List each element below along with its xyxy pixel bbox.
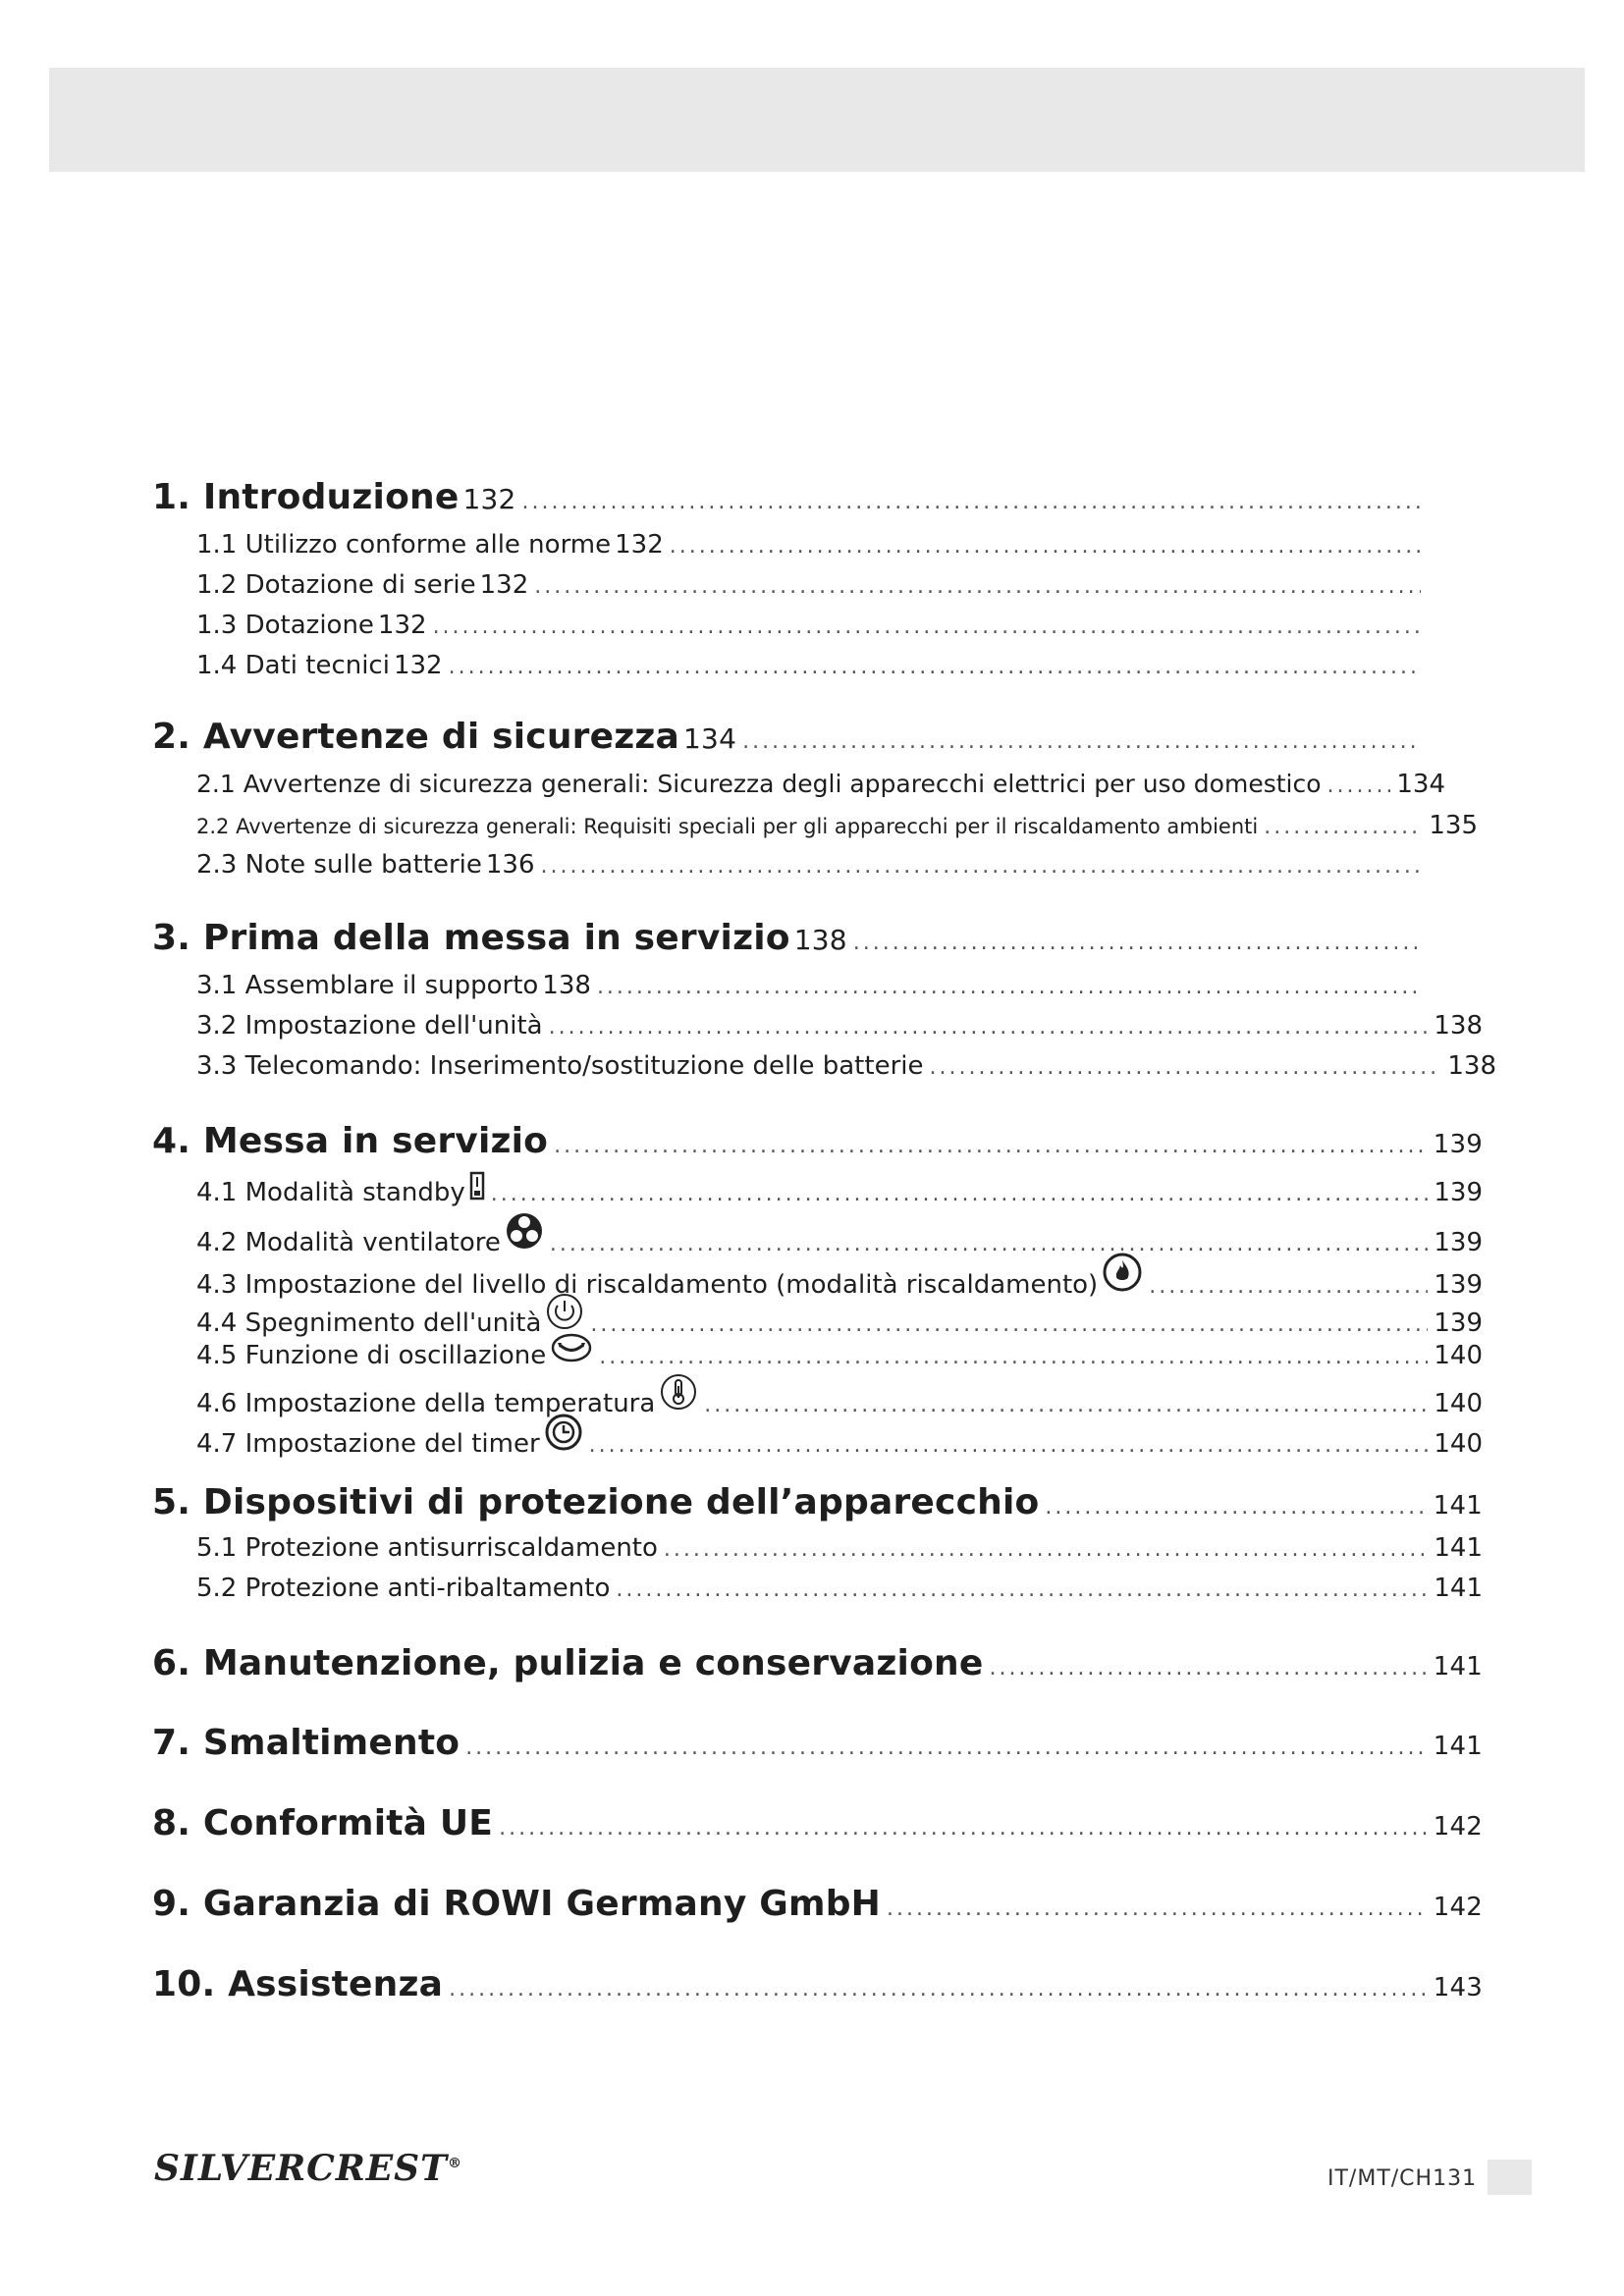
- toc-page-number: 138: [542, 971, 591, 1000]
- toc-item-title: 1.2 Dotazione di serie: [196, 570, 476, 600]
- toc-item-title: 3.3 Telecomando: Inserimento/sostituzione delle batterie: [196, 1051, 924, 1081]
- toc-section-7[interactable]: [152, 1723, 1483, 1763]
- toc-page-number: 132: [377, 611, 427, 640]
- leader-dots: [433, 614, 1421, 639]
- toc-item-4-5[interactable]: [196, 1332, 1483, 1370]
- leader-dots: [491, 1182, 1429, 1206]
- toc-section-title: 4. Messa in servizio: [152, 1121, 549, 1161]
- toc-section-1[interactable]: [152, 477, 1421, 517]
- leader-dots: [589, 1433, 1429, 1458]
- leader-dots: [534, 574, 1421, 599]
- toc-item-2-1[interactable]: [196, 770, 1445, 799]
- toc-page-number: 141: [1434, 1533, 1483, 1563]
- toc-page-number: 132: [615, 530, 664, 560]
- toc-page-number: 141: [1434, 1574, 1483, 1603]
- leader-dots: [599, 1345, 1428, 1369]
- leader-dots: [742, 729, 1421, 754]
- toc-section-title: 1. Introduzione: [152, 477, 460, 517]
- toc-item-1-3[interactable]: [196, 611, 1421, 640]
- toc-item-title: 2.1 Avvertenze di sicurezza generali: Sicurezza degli apparecchi elettrici per uso domestico: [196, 770, 1322, 798]
- leader-dots: [1264, 815, 1423, 839]
- toc-page-number: 142: [1433, 1812, 1483, 1842]
- leader-dots: [670, 534, 1421, 559]
- toc-section-title: 3. Prima della messa in servizio: [152, 918, 790, 958]
- toc-page-number: 138: [1434, 1011, 1483, 1041]
- toc-section-5[interactable]: [152, 1482, 1483, 1522]
- fan-icon: [505, 1211, 544, 1257]
- toc-section-title: 8. Conformità UE: [152, 1803, 494, 1843]
- power-icon: [545, 1292, 584, 1338]
- toc-page-number: 132: [462, 483, 516, 515]
- leader-dots: [554, 1134, 1428, 1158]
- toc-section-3[interactable]: [152, 918, 1421, 958]
- leader-dots: [549, 1015, 1429, 1040]
- toc-item-title: 3.1 Assemblare il supporto: [196, 971, 539, 1000]
- toc-page-number: 139: [1434, 1308, 1483, 1338]
- toc-item-title: 3.2 Impostazione dell'unità: [196, 1011, 543, 1041]
- toc-page-number: 141: [1433, 1652, 1483, 1682]
- standby-icon: [469, 1171, 485, 1207]
- toc-item-3-3[interactable]: [196, 1051, 1496, 1081]
- toc-page-number: 132: [479, 570, 529, 600]
- toc-item-title: 1.1 Utilizzo conforme alle norme: [196, 530, 612, 560]
- toc-section-6[interactable]: [152, 1643, 1483, 1683]
- toc-item-1-4[interactable]: [196, 651, 1421, 680]
- brand-name: SILVERCREST: [154, 2148, 448, 2189]
- toc-item-title: 5.2 Protezione anti-ribaltamento: [196, 1574, 611, 1603]
- thermometer-icon: [659, 1372, 698, 1418]
- oscillation-icon: [550, 1332, 593, 1370]
- toc-page-number: 140: [1434, 1389, 1483, 1418]
- page-tab-box: [1488, 2160, 1532, 2195]
- leader-dots: [465, 1735, 1428, 1760]
- toc-page-number: 141: [1433, 1732, 1483, 1761]
- toc-section-2[interactable]: [152, 717, 1421, 757]
- toc-item-4-7[interactable]: [196, 1413, 1483, 1459]
- toc-section-title: 5. Dispositivi di protezione dell’apparecchio: [152, 1482, 1040, 1522]
- toc-item-2-3[interactable]: [196, 850, 1421, 880]
- toc-item-4-1[interactable]: [196, 1171, 1483, 1207]
- leader-dots: [499, 1816, 1428, 1841]
- toc-item-3-2[interactable]: [196, 1011, 1483, 1041]
- toc-item-title: 4.1 Modalità standby: [196, 1178, 465, 1207]
- page-code: IT/MT/CH131: [1327, 2166, 1478, 2191]
- toc-section-title: 10. Assistenza: [152, 1964, 444, 2004]
- toc-item-2-2[interactable]: [196, 811, 1478, 840]
- toc-item-5-2[interactable]: [196, 1574, 1483, 1603]
- leader-dots: [449, 655, 1421, 679]
- leader-dots: [664, 1537, 1428, 1562]
- toc-page-number: 134: [683, 722, 737, 755]
- toc-item-title: 2.3 Note sulle batterie: [196, 850, 482, 880]
- toc-item-3-1[interactable]: [196, 971, 1421, 1000]
- toc-section-title: 2. Avvertenze di sicurezza: [152, 717, 680, 757]
- toc-page-number: 134: [1396, 770, 1445, 799]
- toc-item-1-1[interactable]: [196, 530, 1421, 560]
- leader-dots: [522, 490, 1422, 514]
- toc-page-number: 139: [1434, 1178, 1483, 1207]
- toc-item-4-2[interactable]: [196, 1211, 1483, 1257]
- leader-dots: [597, 975, 1421, 999]
- toc-item-title: 2.2 Avvertenze di sicurezza generali: Requisiti speciali per gli apparecchi per il riscaldamento ambienti: [196, 815, 1259, 838]
- brand-logo: [154, 2148, 462, 2189]
- toc-page-number: 141: [1433, 1491, 1483, 1521]
- toc-page-number: 132: [393, 651, 443, 680]
- leader-dots: [929, 1055, 1441, 1080]
- leader-dots: [1327, 774, 1391, 798]
- toc-item-5-1[interactable]: [196, 1533, 1483, 1563]
- toc-page-number: 142: [1433, 1893, 1483, 1922]
- toc-item-title: 4.6 Impostazione della temperatura: [196, 1389, 656, 1418]
- toc-page-number: 139: [1433, 1130, 1483, 1159]
- leader-dots: [616, 1577, 1428, 1602]
- toc-item-title: 4.7 Impostazione del timer: [196, 1429, 540, 1459]
- toc-page-number: 140: [1434, 1341, 1483, 1370]
- toc-page-number: 136: [485, 850, 535, 880]
- toc-page-number: 135: [1429, 811, 1478, 840]
- toc-item-title: 1.4 Dati tecnici: [196, 651, 390, 680]
- toc-item-title: 4.4 Spegnimento dell'unità: [196, 1308, 542, 1338]
- toc-item-title: 5.1 Protezione antisurriscaldamento: [196, 1533, 658, 1563]
- toc-section-9[interactable]: [152, 1884, 1483, 1924]
- toc-page-number: 138: [1447, 1051, 1496, 1081]
- toc-item-title: 4.2 Modalità ventilatore: [196, 1228, 501, 1257]
- brand-mark: ®: [447, 2156, 462, 2171]
- leader-dots: [1045, 1495, 1427, 1520]
- toc-page-number: 140: [1434, 1429, 1483, 1459]
- toc-page-number: 138: [793, 924, 847, 956]
- toc-item-title: 4.3 Impostazione del livello di riscaldamento (modalità riscaldamento): [196, 1270, 1099, 1300]
- toc-item-4-4[interactable]: [196, 1292, 1483, 1338]
- toc-page-number: 139: [1434, 1270, 1483, 1300]
- toc-section-title: 9. Garanzia di ROWI Germany GmbH: [152, 1884, 882, 1924]
- toc-section-title: 6. Manutenzione, pulizia e conservazione: [152, 1643, 984, 1683]
- toc-item-title: 4.5 Funzione di oscillazione: [196, 1341, 547, 1370]
- toc-section-8[interactable]: [152, 1803, 1483, 1843]
- toc-item-1-2[interactable]: [196, 570, 1421, 600]
- toc-item-4-6[interactable]: [196, 1372, 1483, 1418]
- toc-section-10[interactable]: [152, 1964, 1483, 2004]
- leader-dots: [449, 1977, 1428, 2002]
- leader-dots: [541, 854, 1421, 879]
- toc-section-4[interactable]: [152, 1121, 1483, 1161]
- leader-dots: [853, 931, 1421, 955]
- toc-page-number: 143: [1433, 1973, 1483, 2002]
- leader-dots: [887, 1896, 1428, 1921]
- toc-item-title: 1.3 Dotazione: [196, 611, 374, 640]
- toc-section-title: 7. Smaltimento: [152, 1723, 460, 1763]
- timer-icon: [544, 1413, 583, 1459]
- leader-dots: [989, 1656, 1427, 1681]
- toc-page-number: 139: [1434, 1228, 1483, 1257]
